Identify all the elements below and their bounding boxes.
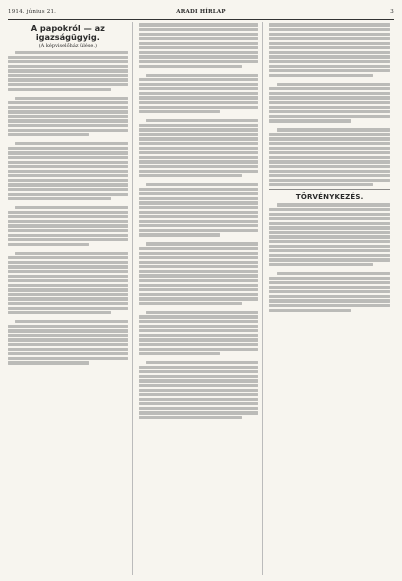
section-divider [269, 189, 390, 190]
masthead-date: 1914. június 21. [8, 9, 57, 15]
article-body-col3 [269, 23, 390, 186]
masthead-title: ARADI HÍRLAP [176, 9, 226, 15]
masthead-page-number: 3 [390, 9, 394, 15]
column-1 [8, 22, 133, 575]
page-masthead [8, 5, 394, 20]
article-headline: A papokról — az igazságügyig. [30, 23, 105, 42]
column-3 [269, 22, 394, 575]
column-2 [139, 22, 264, 575]
article-body-col1 [8, 51, 128, 365]
section-title: TÖRVÉNYKEZÉS. [295, 193, 364, 202]
section-body [269, 203, 390, 311]
article-body-col2 [139, 23, 259, 419]
text-columns [8, 22, 394, 575]
article-subheadline: (A képviselőház ülése.) [38, 43, 97, 49]
